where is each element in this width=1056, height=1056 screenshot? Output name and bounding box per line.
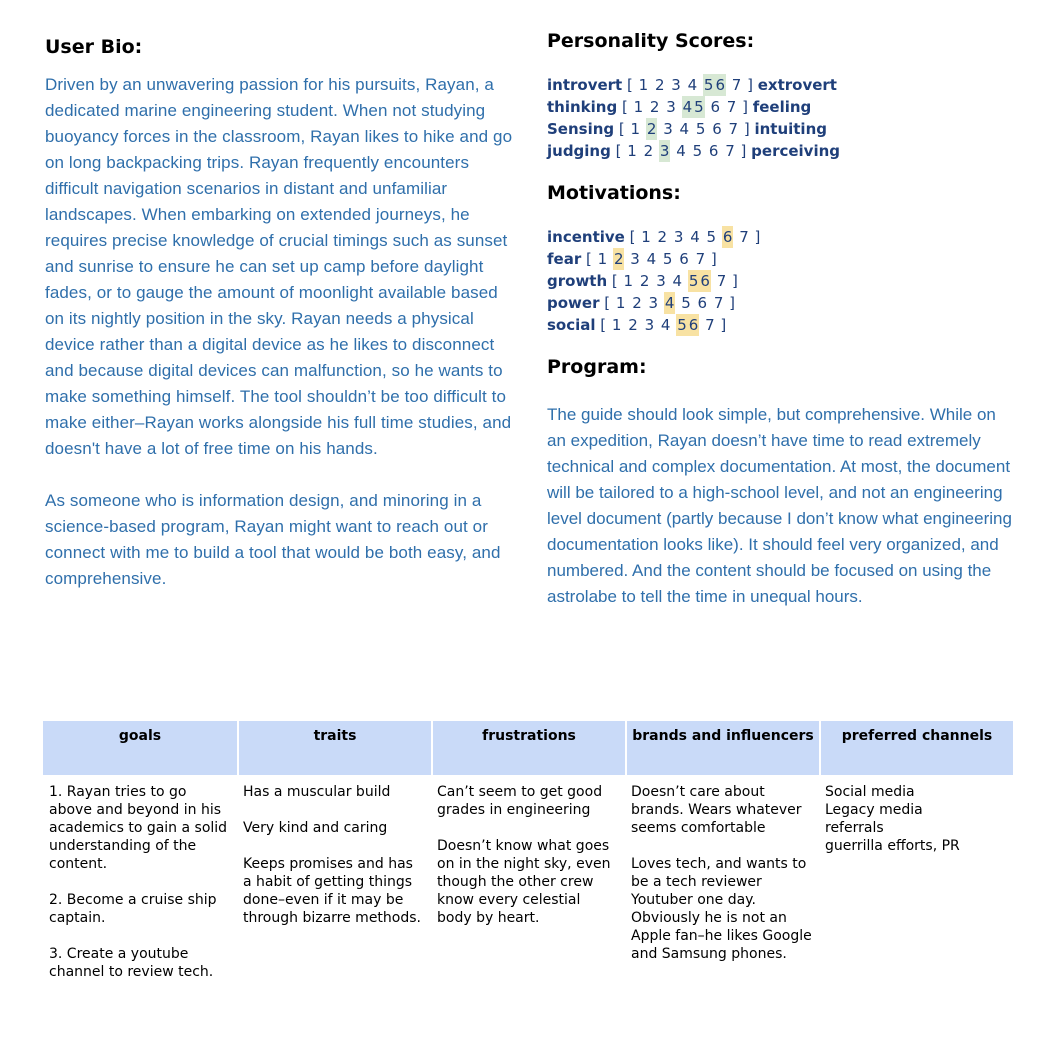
personality-3-value-1: 1 <box>627 142 637 160</box>
motivation-2-value-4: 4 <box>672 272 683 290</box>
motivation-0-value-4: 4 <box>690 228 700 246</box>
motivation-1-value-2: 2 <box>613 250 624 268</box>
personality-3-value-2: 2 <box>643 142 654 160</box>
scale-right-label: intuiting <box>754 120 827 138</box>
motivation-2-value-2: 2 <box>639 272 650 290</box>
user-bio-section <box>45 36 515 618</box>
table-header-goals: goals <box>43 721 237 775</box>
motivation-1-value-1: 1 <box>597 250 608 268</box>
motivation-1-value-3: 3 <box>630 250 640 268</box>
motivation-3-value-3: 3 <box>648 294 659 312</box>
scale-right-label: feeling <box>752 98 812 116</box>
motivation-1-value-6: 6 <box>679 250 689 268</box>
table-cell-traits: Has a muscular build Very kind and caring Keeps promises and has a habit of getting things done–even if it may be through bizarre methods. <box>243 784 421 926</box>
motivation-2-value-6: 6 <box>700 272 710 290</box>
personality-3-value-4: 4 <box>676 142 686 160</box>
personality-3-value-3: 3 <box>659 142 670 160</box>
motivation-0-value-3: 3 <box>673 228 684 246</box>
bio-paragraph-2: As someone who is information design, and minoring in a science-based program, Rayan might want to reach out or connect with me to build a tool that would be both easy, and comprehensive. <box>45 491 501 588</box>
personality-0-value-2: 2 <box>654 76 665 94</box>
motivation-1-value-7: 7 <box>695 250 706 268</box>
personality-scales <box>547 74 1017 162</box>
personality-2-value-2: 2 <box>646 120 657 138</box>
table-header-brands-and-influencers: brands and influencers <box>625 721 819 775</box>
scale-left-label: Sensing <box>547 120 615 138</box>
program-text: The guide should look simple, but comprehensive. While on an expedition, Rayan doesn’t have time to read extremely technical and complex documentation. At most, the document will be tailored to a high-school level, and not an engineering level document (partly because I don’t know what engineering documentation looks like). It should feel very organized, and numbered. And the content should be focused on using the astrolabe to tell the time in unequal hours. <box>547 405 1012 606</box>
personality-scale-introvert: introvert [ 1 2 3 4 5 6 7 ] extrovert <box>547 76 837 94</box>
personality-scale-thinking: thinking [ 1 2 3 4 5 6 7 ] feeling <box>547 98 812 116</box>
personality-3-value-6: 6 <box>708 142 719 160</box>
motivation-3-value-1: 1 <box>615 294 626 312</box>
personality-2-value-5: 5 <box>695 120 706 138</box>
motivation-scale-incentive: incentive [ 1 2 3 4 5 6 7 ] <box>547 228 761 246</box>
personality-scores-heading: Personality Scores: <box>547 30 755 52</box>
personality-0-value-6: 6 <box>715 76 726 94</box>
personality-1-value-3: 3 <box>666 98 676 116</box>
personality-1-value-1: 1 <box>633 98 644 116</box>
personality-0-value-3: 3 <box>671 76 681 94</box>
table-cell-frustrations: Can’t seem to get good grades in engineering Doesn’t know what goes on in the night sky, even though the other crew know every celestial body by heart. <box>437 784 611 926</box>
program-heading: Program: <box>547 356 647 378</box>
motivation-label: fear <box>547 250 582 268</box>
personality-2-value-3: 3 <box>663 120 673 138</box>
motivation-3-value-7: 7 <box>713 294 724 312</box>
motivation-label: growth <box>547 272 608 290</box>
motivation-4-value-2: 2 <box>628 316 638 334</box>
motivation-4-value-3: 3 <box>644 316 655 334</box>
motivation-scales <box>547 226 1017 336</box>
motivation-3-value-6: 6 <box>697 294 708 312</box>
bio-paragraph-1: Driven by an unwavering passion for his pursuits, Rayan, a dedicated marine engineering student. When not studying buoyancy forces in the classroom, Rayan likes to hike and go on long backpacking trips. Rayan frequently encounters difficult navigation scenarios in distant and unfamiliar landscapes. When embarking on extended journeys, he requires precise knowledge of crucial timings such as sunset and sunrise to ensure he can set up camp before daylight fades, or to gauge the amount of moonlight available based on its nightly position in the sky. Rayan needs a physical device rather than a digital device as he likes to disconnect and because digital devices can malfunction, so he wants to make something himself. The tool shouldn’t be too difficult to make either–Rayan works alongside his full time studies, and doesn't have a lot of free time on his hands. <box>45 75 513 458</box>
motivation-0-value-7: 7 <box>739 228 749 246</box>
scale-right-label: extrovert <box>757 76 837 94</box>
motivation-3-value-2: 2 <box>632 294 642 312</box>
motivation-0-value-6: 6 <box>722 228 733 246</box>
scale-right-label: perceiving <box>751 142 841 160</box>
user-bio-text <box>45 72 515 592</box>
motivation-0-value-5: 5 <box>706 228 717 246</box>
personality-0-value-7: 7 <box>731 76 742 94</box>
motivation-2-value-5: 5 <box>688 272 699 290</box>
scores-section <box>547 30 1017 610</box>
motivation-4-value-6: 6 <box>688 316 699 334</box>
personality-1-value-2: 2 <box>649 98 660 116</box>
motivation-4-value-5: 5 <box>677 316 687 334</box>
user-bio-heading: User Bio: <box>45 36 143 58</box>
table-cell-preferred-channels: Social media Legacy media referrals guerrilla efforts, PR <box>825 784 960 854</box>
table-header-traits: traits <box>237 721 431 775</box>
table-header-frustrations: frustrations <box>431 721 625 775</box>
personality-0-value-5: 5 <box>703 76 714 94</box>
personality-1-value-7: 7 <box>726 98 737 116</box>
table-header-preferred-channels: preferred channels <box>819 721 1013 775</box>
personality-3-value-7: 7 <box>725 142 735 160</box>
motivation-4-value-4: 4 <box>660 316 671 334</box>
personality-scale-judging: judging [ 1 2 3 4 5 6 7 ] perceiving <box>547 142 841 160</box>
personality-2-value-6: 6 <box>712 120 722 138</box>
table-row <box>43 775 1013 981</box>
motivation-label: social <box>547 316 596 334</box>
table-cell-goals: 1. Rayan tries to go above and beyond in his academics to gain a solid understanding of the content. 2. Become a cruise ship captain. 3. Create a youtube channel to review tech. <box>49 784 228 980</box>
table-header-row <box>43 721 1013 775</box>
motivation-scale-growth: growth [ 1 2 3 4 5 6 7 ] <box>547 272 738 290</box>
motivation-4-value-1: 1 <box>611 316 622 334</box>
table-cell-brands-and-influencers: Doesn’t care about brands. Wears whatever seems comfortable Loves tech, and wants to be a tech reviewer Youtuber one day. Obviously he is not an Apple fan–he likes Google and Samsung phones. <box>631 784 812 962</box>
personality-2-value-4: 4 <box>679 120 690 138</box>
personality-1-value-6: 6 <box>710 98 720 116</box>
motivation-scale-social: social [ 1 2 3 4 5 6 7 ] <box>547 316 727 334</box>
motivation-3-value-4: 4 <box>664 294 675 312</box>
personality-2-value-7: 7 <box>728 120 739 138</box>
motivation-1-value-4: 4 <box>646 250 657 268</box>
scale-left-label: introvert <box>547 76 623 94</box>
motivation-2-value-7: 7 <box>716 272 727 290</box>
personality-scale-sensing: Sensing [ 1 2 3 4 5 6 7 ] intuiting <box>547 120 827 138</box>
motivation-0-value-2: 2 <box>657 228 668 246</box>
motivation-2-value-1: 1 <box>623 272 634 290</box>
motivation-4-value-7: 7 <box>705 316 715 334</box>
personality-0-value-1: 1 <box>638 76 649 94</box>
motivation-3-value-5: 5 <box>681 294 691 312</box>
motivation-scale-fear: fear [ 1 2 3 4 5 6 7 ] <box>547 250 717 268</box>
persona-table <box>43 721 1013 981</box>
motivations-heading: Motivations: <box>547 182 681 204</box>
personality-0-value-4: 4 <box>687 76 698 94</box>
motivation-label: incentive <box>547 228 625 246</box>
motivation-1-value-5: 5 <box>662 250 673 268</box>
scale-left-label: judging <box>547 142 611 160</box>
personality-1-value-5: 5 <box>694 98 704 116</box>
motivation-scale-power: power [ 1 2 3 4 5 6 7 ] <box>547 294 736 312</box>
motivation-0-value-1: 1 <box>641 228 651 246</box>
personality-2-value-1: 1 <box>630 120 641 138</box>
scale-left-label: thinking <box>547 98 618 116</box>
motivation-2-value-3: 3 <box>656 272 666 290</box>
motivation-label: power <box>547 294 600 312</box>
personality-3-value-5: 5 <box>692 142 703 160</box>
personality-1-value-4: 4 <box>682 98 693 116</box>
